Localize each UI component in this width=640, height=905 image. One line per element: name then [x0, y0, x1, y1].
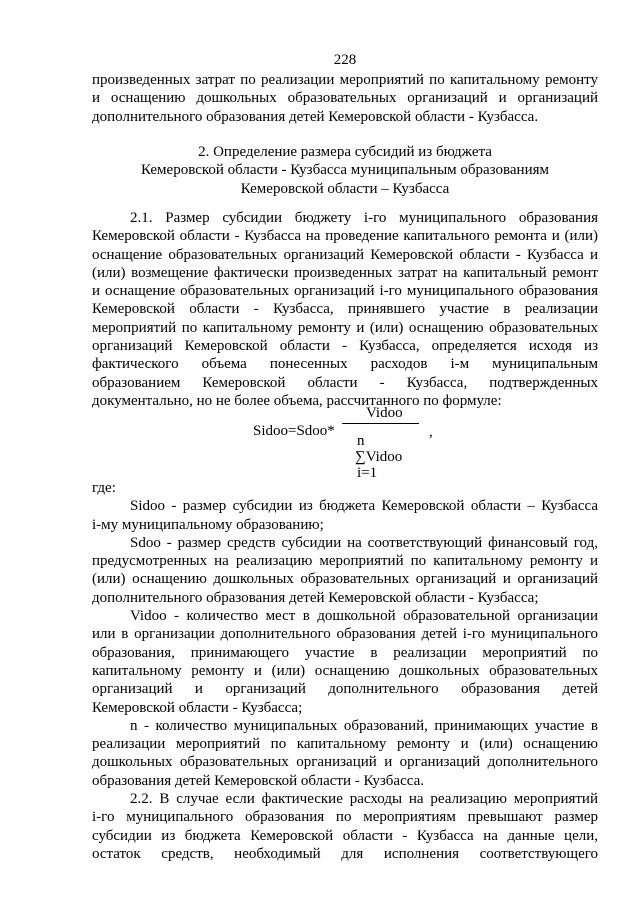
def-vidoo-line: организаций и организаций дополнительного образования детей — [92, 681, 598, 698]
para-2-1-line: документально, но не более объема, рассчитанного по формуле: — [92, 392, 502, 409]
def-sidoo-line: Sidoo - размер субсидии из бюджета Кемеровской области – Кузбасса — [130, 498, 598, 515]
formula-lhs: Sidoo=Sdoo* — [253, 423, 335, 439]
para-2-1-line: организаций Кемеровской области - Кузбасса, определяется исходя из — [92, 338, 598, 355]
para-2-2-line: i-го муниципального образования по мероприятиям превышают размер — [92, 809, 598, 826]
def-n-line: дошкольных образовательных организаций и организаций дополнительного — [92, 754, 598, 771]
formula-trailing-comma: , — [429, 424, 433, 440]
sum-lower-limit: i=1 — [357, 465, 378, 481]
paragraph-2-1 — [92, 209, 598, 410]
def-n-line: реализации мероприятий по капитальному ремонту и (или) оснащению — [92, 736, 598, 753]
heading-line: 2. Определение размера субсидий из бюджета — [198, 144, 492, 160]
def-n-line: n - количество муниципальных образований, принимающих участие в — [130, 717, 598, 734]
para-2-1-line: оснащение образовательных организаций Кемеровской области - Кузбасса и — [92, 246, 598, 263]
definitions — [92, 479, 598, 863]
def-sdoo-line: (или) оснащению дошкольных образовательных организаций и организаций — [92, 571, 598, 588]
formula-numerator: Vidoo — [366, 405, 403, 421]
intro-line: и оснащению дошкольных образовательных организаций и организаций — [92, 90, 598, 107]
para-2-1-line: 2.1. Размер субсидии бюджету i-го муниципального образования — [130, 210, 598, 226]
para-2-1-line: мероприятий по капитальному ремонту и (или) оснащению образовательных — [92, 319, 598, 336]
section-heading — [92, 143, 598, 198]
para-2-1-line: образованием Кемеровской области - Кузбасса, подтвержденных — [92, 374, 598, 391]
para-2-2-line: 2.2. В случае если фактические расходы на реализацию мероприятий — [130, 791, 598, 808]
para-2-1-line: и оснащение образовательных организаций i-го муниципального образования — [92, 283, 598, 300]
def-sdoo-line: Sdoo - размер средств субсидии на соответствующий финансовый год, — [130, 534, 598, 551]
def-sdoo-line: дополнительного образования детей Кемеровской области - Кузбасса; — [92, 589, 539, 606]
paragraph-intro — [92, 71, 598, 126]
def-n-line: образования детей Кемеровской области - Кузбасса. — [92, 772, 424, 789]
heading-line: Кемеровской области - Кузбасса муниципальным образованиям — [140, 162, 550, 179]
def-sidoo-line: i-му муниципальному образованию; — [92, 516, 324, 533]
para-2-2-line: остаток средств, необходимый для исполнения соответствующего — [92, 845, 598, 862]
def-vidoo-line: Кемеровской области - Кузбасса; — [92, 699, 303, 716]
intro-line: произведенных затрат по реализации мероприятий по капитальному ремонту — [92, 72, 598, 88]
intro-line: дополнительного образования детей Кемеровской области - Кузбасса. — [92, 108, 539, 125]
para-2-1-line: (или) возмещение фактически произведенных затрат на капитальный ремонт — [92, 264, 598, 281]
def-sdoo-line: предусмотренных на реализацию мероприятий по капитальному ремонту и — [92, 553, 598, 570]
para-2-1-line: фактического объема понесенных расходов i-м муниципальным — [92, 356, 598, 373]
para-2-1-line: Кемеровской области - Кузбасса на проведение капитального ремонта и (или) — [92, 228, 598, 245]
fraction-line — [342, 423, 419, 424]
page-number: 228 — [333, 52, 357, 68]
def-vidoo-line: образования, принимающего участие в реализации мероприятий по — [92, 644, 598, 661]
def-vidoo-line: капитальному ремонту и (или) оснащению дошкольных образовательных — [92, 662, 598, 679]
def-vidoo-line: Vidoo - количество мест в дошкольной образовательной организации — [130, 608, 598, 625]
where-label: где: — [92, 480, 116, 496]
sum-term: ∑Vidoo — [355, 449, 403, 465]
def-vidoo-line: или в организации дополнительного образования детей i-го муниципального — [92, 626, 598, 643]
para-2-1-line: Кемеровской области - Кузбасса, принявшего участие в реализации — [92, 301, 598, 318]
para-2-2-line: субсидии из бюджета Кемеровской области - Кузбасса на данные цели, — [92, 827, 598, 844]
heading-line: Кемеровской области – Кузбасса — [240, 180, 450, 197]
sum-upper-limit: n — [357, 433, 365, 449]
